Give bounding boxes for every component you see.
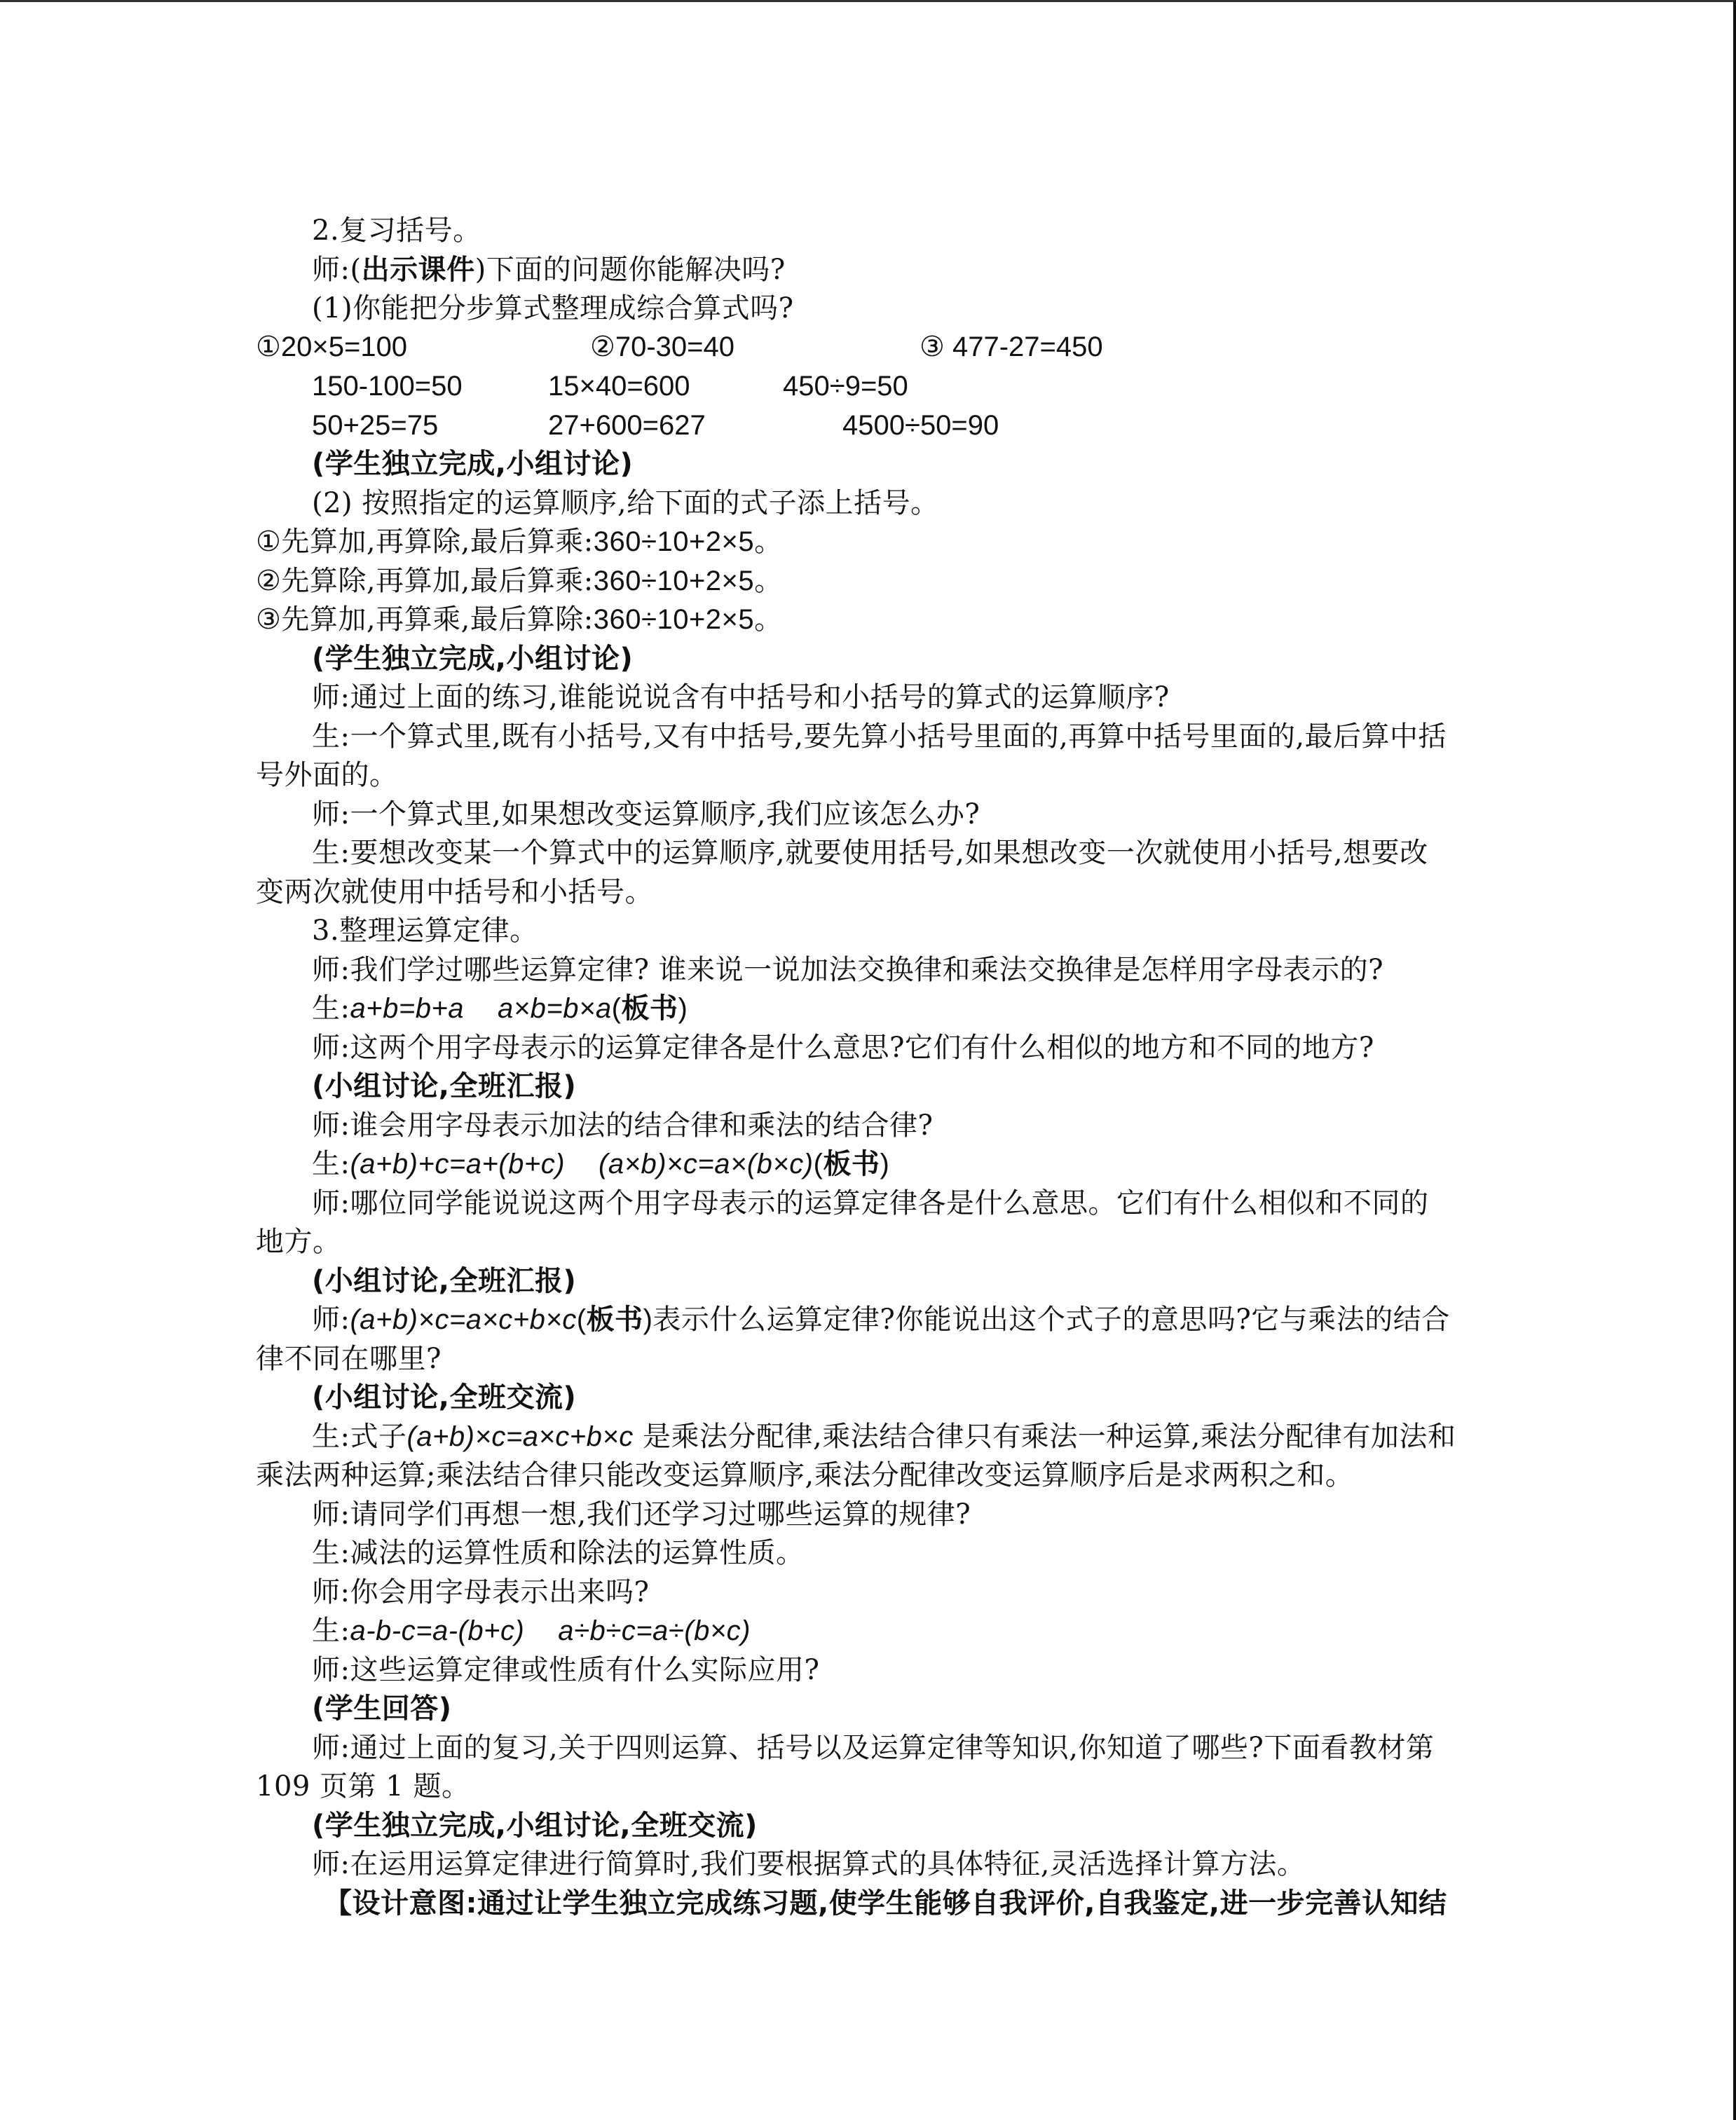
- student-line: 生:减法的运算性质和除法的运算性质。: [312, 1537, 805, 1569]
- circled-number-3-icon: ③: [920, 331, 945, 363]
- student-formula-line: [312, 1418, 1456, 1455]
- expression: 70-30=40: [615, 331, 735, 362]
- formula-associative-add: (a+b)+c=a+(b+c): [350, 1149, 566, 1179]
- student-line: 生:要想改变某一个算式中的运算顺序,就要使用括号,如果想改变一次就使用小括号,想要改: [312, 837, 1428, 869]
- circled-number-2-icon: ②: [256, 565, 282, 597]
- activity-note: (学生回答): [312, 1692, 452, 1725]
- student-formula-line: [312, 990, 688, 1027]
- text: 先算加,再算除,最后算乘:: [281, 526, 594, 558]
- activity-note: (小组讨论,全班汇报): [312, 1070, 577, 1102]
- exercise-1-step-3: 50+25=75: [312, 410, 439, 441]
- formula-associative-mul: (a×b)×c=a×(b×c): [599, 1149, 814, 1179]
- text: 师:: [312, 1304, 350, 1336]
- exercise-1-step-1: [256, 329, 407, 365]
- question-2: (2) 按照指定的运算顺序,给下面的式子添上括号。: [312, 487, 939, 519]
- circled-number-3-icon: ③: [256, 603, 282, 636]
- text: 生:: [312, 1148, 350, 1180]
- section-heading-review-brackets: 2.复习括号。: [312, 214, 481, 247]
- expression: 360÷10+2×5: [593, 526, 755, 557]
- teacher-line-cont: 109 页第 1 题。: [256, 1770, 470, 1803]
- text: 生:式子: [312, 1421, 407, 1453]
- teacher-line: 师:一个算式里,如果想改变运算顺序,我们应该怎么办?: [312, 798, 980, 830]
- formula-division-property: a÷b÷c=a÷(b×c): [558, 1615, 751, 1646]
- student-line: 生:一个算式里,既有小括号,又有中括号,要先算小括号里面的,再算中括号里面的,最后算中括: [312, 720, 1447, 753]
- text: 。: [754, 526, 783, 558]
- formula-commutative-mul: a×b=b×a: [498, 993, 612, 1024]
- expression: 477-27=450: [944, 331, 1103, 362]
- text: ): [678, 993, 688, 1024]
- teacher-line: 师:这两个用字母表示的运算定律各是什么意思?它们有什么相似的地方和不同的地方?: [312, 1032, 1374, 1064]
- student-line-cont: 变两次就使用中括号和小括号。: [256, 876, 653, 908]
- teacher-line: 师:我们学过哪些运算定律? 谁来说一说加法交换律和乘法交换律是怎样用字母表示的?: [312, 954, 1384, 986]
- teacher-line: 师:请同学们再想一想,我们还学习过哪些运算的规律?: [312, 1498, 971, 1531]
- activity-note: (学生独立完成,小组讨论): [312, 448, 634, 480]
- formula-commutative-add: a+b=b+a: [350, 993, 465, 1024]
- text: (: [576, 1304, 587, 1335]
- text: 生:: [312, 1615, 350, 1647]
- text: (: [813, 1149, 823, 1179]
- text: 先算除,再算加,最后算乘:: [281, 565, 594, 597]
- text: 。: [754, 565, 783, 597]
- formula-distributive: (a+b)×c=a×c+b×c: [350, 1304, 577, 1335]
- exercise-3-step-3: 4500÷50=90: [842, 410, 999, 441]
- text: 先算加,再算乘,最后算除:: [281, 603, 594, 636]
- bracket-task-2: [256, 563, 783, 599]
- teacher-line: 师:哪位同学能说说这两个用字母表示的运算定律各是什么意思。它们有什么相似和不同的: [312, 1187, 1429, 1219]
- activity-note: (小组讨论,全班汇报): [312, 1265, 577, 1297]
- teacher-line-cont: 地方。: [256, 1226, 341, 1258]
- exercise-3-step-1: [920, 329, 1103, 365]
- teacher-line: 师:谁会用字母表示加法的结合律和乘法的结合律?: [312, 1109, 934, 1142]
- activity-note: (学生独立完成,小组讨论,全班交流): [312, 1810, 758, 1842]
- circled-number-1-icon: ①: [256, 331, 281, 363]
- exercise-2-step-1: [590, 329, 734, 365]
- expression: 20×5=100: [280, 331, 408, 362]
- teacher-line: [312, 252, 786, 288]
- board-note: 板书: [823, 1148, 880, 1180]
- bracket-task-3: [256, 601, 783, 638]
- exercise-3-step-2: 450÷9=50: [783, 371, 908, 402]
- text: 生:: [312, 992, 350, 1025]
- design-intent: 【设计意图:通过让学生独立完成练习题,使学生能够自我评价,自我鉴定,进一步完善认知结: [324, 1887, 1447, 1920]
- activity-note: (学生独立完成,小组讨论): [312, 643, 634, 675]
- text: 。: [754, 603, 783, 636]
- teacher-line: 师:通过上面的练习,谁能说说含有中括号和小括号的算式的运算顺序?: [312, 681, 1170, 713]
- formula-distributive: (a+b)×c=a×c+b×c: [406, 1421, 634, 1452]
- text: 师:(: [312, 254, 362, 286]
- board-note: 板书: [586, 1304, 643, 1336]
- text: ): [880, 1149, 890, 1179]
- bold-note: 出示课件: [361, 254, 475, 286]
- activity-note: (小组讨论,全班交流): [312, 1381, 577, 1414]
- text: )下面的问题你能解决吗?: [474, 254, 786, 286]
- exercise-1-step-2: 150-100=50: [312, 371, 463, 402]
- teacher-formula-line: [312, 1301, 1450, 1338]
- section-heading-laws: 3.整理运算定律。: [312, 915, 538, 947]
- expression: 360÷10+2×5: [593, 604, 755, 635]
- expression: 360÷10+2×5: [593, 566, 755, 596]
- question-1: (1)你能把分步算式整理成综合算式吗?: [312, 292, 794, 324]
- teacher-line: 师:在运用运算定律进行简算时,我们要根据算式的具体特征,灵活选择计算方法。: [312, 1848, 1306, 1880]
- text: 表示什么运算定律?你能说出这个式子的意思吗?它与乘法的结合: [652, 1304, 1450, 1336]
- student-line-cont: 乘法两种运算;乘法结合律只能改变运算顺序,乘法分配律改变运算顺序后是求两积之和。: [256, 1459, 1354, 1491]
- formula-subtraction-property: a-b-c=a-(b+c): [350, 1615, 525, 1646]
- exercise-2-step-2: 15×40=600: [548, 371, 690, 402]
- circled-number-2-icon: ②: [590, 331, 615, 363]
- student-line-cont: 号外面的。: [256, 759, 398, 791]
- student-formula-line: [312, 1613, 751, 1649]
- teacher-line: 师:你会用字母表示出来吗?: [312, 1576, 650, 1608]
- student-formula-line: [312, 1146, 889, 1182]
- bracket-task-1: [256, 524, 783, 560]
- text: ): [643, 1304, 653, 1335]
- exercise-2-step-3: 27+600=627: [548, 410, 706, 441]
- circled-number-1-icon: ①: [256, 526, 282, 558]
- teacher-line: 师:通过上面的复习,关于四则运算、括号以及运算定律等知识,你知道了哪些?下面看教材第: [312, 1732, 1435, 1764]
- teacher-line-cont: 律不同在哪里?: [256, 1343, 442, 1375]
- board-note: 板书: [621, 992, 678, 1025]
- teacher-line: 师:这些运算定律或性质有什么实际应用?: [312, 1654, 820, 1686]
- text: (: [611, 993, 622, 1024]
- text: 是乘法分配律,乘法结合律只有乘法一种运算,乘法分配律有加法和: [633, 1421, 1456, 1453]
